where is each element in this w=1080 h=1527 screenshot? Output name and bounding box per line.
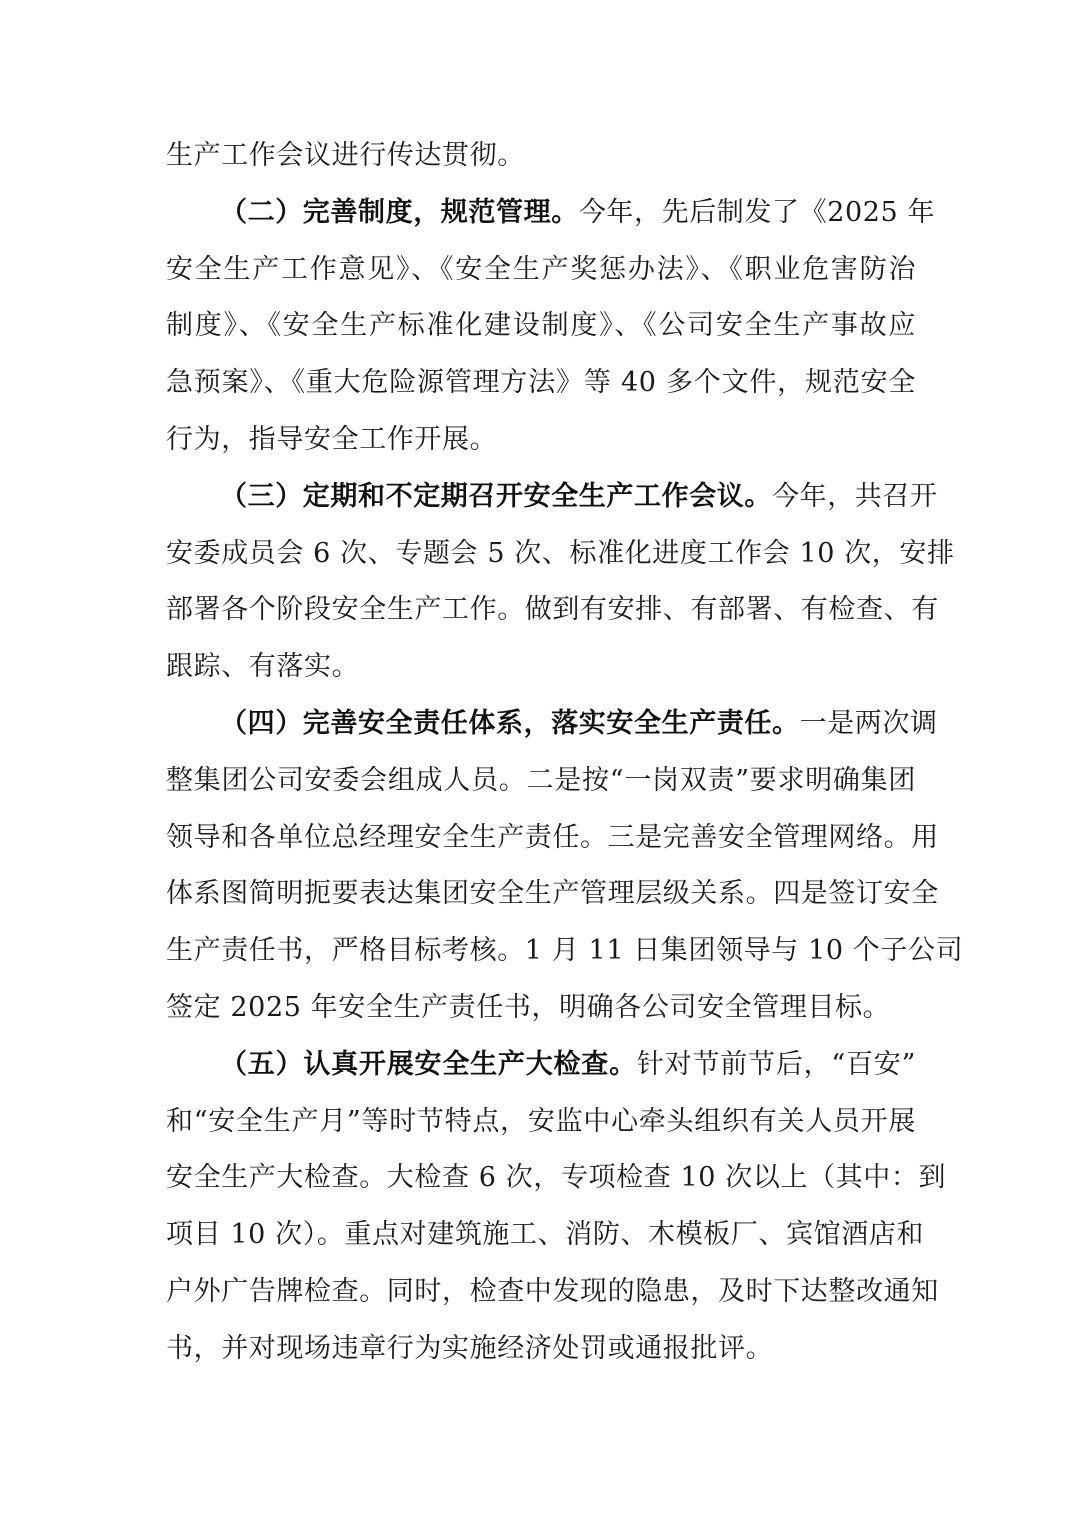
line-text: 书，并对现场违章行为实施经济处罚或通报批评。 — [166, 1332, 774, 1364]
text-line — [166, 1094, 916, 1151]
section-heading-line — [166, 185, 936, 242]
line-text: 安委成员会 6 次、专题会 5 次、标准化进度工作会 10 次，安排 — [166, 537, 955, 569]
section-heading-line — [166, 696, 938, 753]
line-text: 针对节前节后，“百安” — [636, 1048, 916, 1080]
document-body — [166, 128, 964, 1378]
text-line — [166, 639, 916, 696]
text-line — [166, 242, 916, 299]
line-text: 今年，先后制发了《2025 年 — [578, 196, 936, 228]
section-heading-3: （三）定期和不定期召开安全生产工作会议。 — [220, 480, 772, 512]
line-text: 今年，共召开 — [772, 480, 938, 512]
text-line — [166, 412, 916, 469]
text-line — [166, 810, 939, 867]
line-text: 生产工作会议进行传达贯彻。 — [166, 140, 525, 171]
line-text: 整集团公司安委会组成人员。二是按“一岗双责”要求明确集团 — [166, 764, 916, 796]
text-line — [166, 582, 939, 639]
section-heading-2: （二）完善制度，规范管理。 — [220, 196, 579, 228]
section-heading-5: （五）认真开展安全生产大检查。 — [220, 1048, 637, 1080]
section-heading-line — [166, 1037, 916, 1094]
section-heading-line — [166, 469, 938, 526]
line-text: 一是两次调 — [799, 707, 938, 739]
text-line — [166, 866, 939, 923]
line-text: 领导和各单位总经理安全生产责任。三是完善安全管理网络。用 — [166, 821, 939, 853]
text-line — [166, 923, 964, 980]
text-line — [166, 526, 955, 583]
text-line — [166, 298, 916, 355]
text-line — [166, 355, 916, 412]
text-line — [166, 1150, 947, 1207]
line-text: 行为，指导安全工作开展。 — [166, 423, 498, 455]
text-line — [166, 753, 916, 810]
line-text: 和“安全生产月”等时节特点，安监中心牵头组织有关人员开展 — [166, 1105, 916, 1137]
line-text: 制度》、《安全生产标准化建设制度》、《公司安全生产事故应 — [166, 310, 916, 342]
line-text: 部署各个阶段安全生产工作。做到有安排、有部署、有检查、有 — [166, 594, 939, 626]
line-text: 安全生产工作意见》、《安全生产奖惩办法》、《职业危害防治 — [166, 253, 916, 285]
line-text: 安全生产大检查。大检查 6 次，专项检查 10 次以上（其中：到 — [166, 1162, 947, 1194]
text-line — [166, 128, 916, 185]
line-text: 急预案》、《重大危险源管理方法》等 40 多个文件，规范安全 — [166, 367, 916, 399]
line-text: 签定 2025 年安全生产责任书，明确各公司安全管理目标。 — [166, 991, 891, 1023]
line-text: 户外广告牌检查。同时，检查中发现的隐患，及时下达整改通知 — [166, 1275, 939, 1307]
line-text: 体系图简明扼要表达集团安全生产管理层级关系。四是签订安全 — [166, 878, 939, 910]
line-text: 项目 10 次）。重点对建筑施工、消防、木模板厂、宾馆酒店和 — [166, 1219, 925, 1251]
text-line — [166, 1321, 916, 1378]
line-text: 生产责任书，严格目标考核。1 月 11 日集团领导与 10 个子公司 — [166, 935, 964, 967]
text-line — [166, 1264, 939, 1321]
line-text: 跟踪、有落实。 — [166, 651, 360, 683]
section-heading-4: （四）完善安全责任体系，落实安全生产责任。 — [220, 707, 800, 739]
text-line — [166, 980, 916, 1037]
text-line — [166, 1207, 925, 1264]
